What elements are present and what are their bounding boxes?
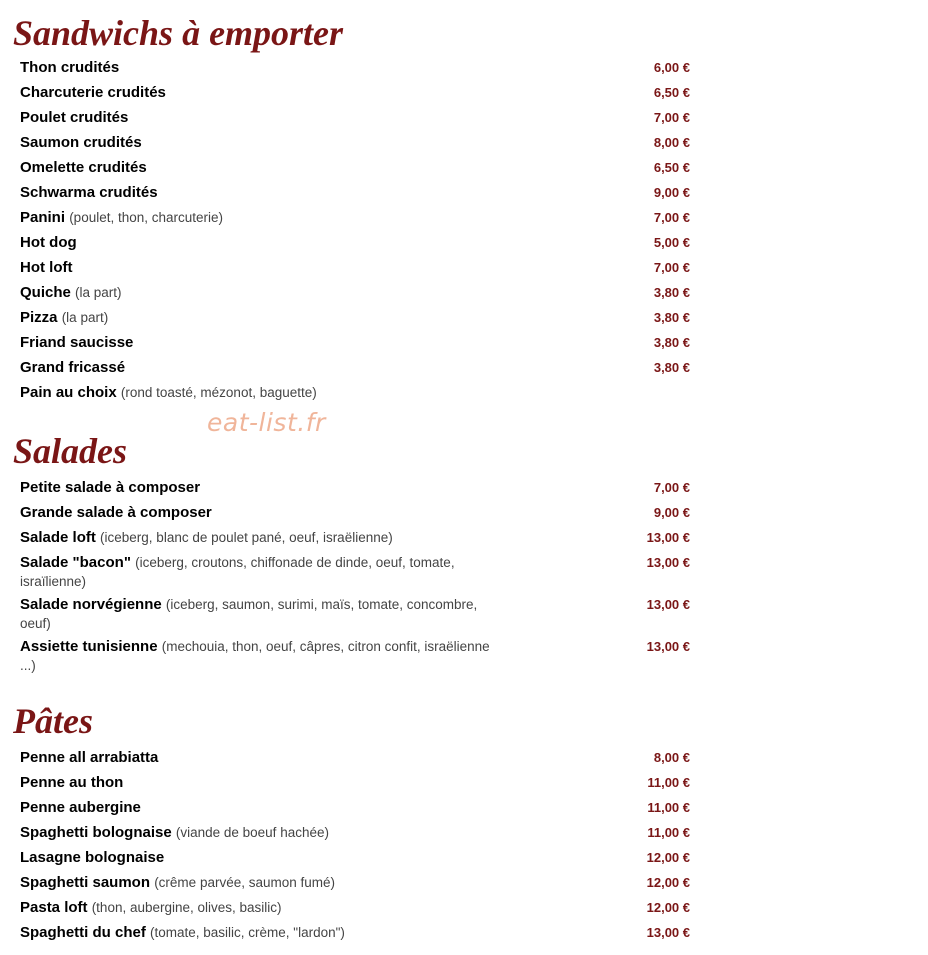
item-name: Penne aubergine (20, 799, 141, 816)
item-name: Salade "bacon" (20, 554, 131, 571)
item-price: 8,00 € (653, 750, 690, 765)
item-price: 11,00 € (647, 800, 690, 815)
item-price: 12,00 € (646, 875, 690, 890)
item-price: 6,50 € (653, 85, 690, 100)
menu-item (20, 923, 690, 948)
menu-item (20, 773, 690, 798)
item-price: 3,80 € (653, 360, 690, 375)
menu-item (20, 83, 690, 108)
menu-item (20, 58, 690, 83)
menu-item (20, 133, 690, 158)
item-name: Assiette tunisienne (20, 638, 158, 655)
menu-item (20, 503, 690, 528)
item-desc: (crême parvée, saumon fumé) (154, 875, 336, 890)
menu-item (20, 233, 690, 258)
menu-item (20, 595, 690, 637)
item-price: 9,00 € (653, 185, 690, 200)
item-price: 12,00 € (646, 900, 690, 915)
menu-item (20, 308, 690, 333)
item-desc: (tomate, basilic, crème, "lardon") (150, 925, 345, 940)
item-price: 13,00 € (646, 555, 690, 570)
item-desc: (iceberg, saumon, surimi, maïs, tomate, concombre, oeuf) (20, 597, 478, 631)
item-name: Quiche (20, 284, 71, 301)
item-price: 7,00 € (653, 260, 690, 275)
section-title: Pâtes (13, 701, 93, 741)
menu-item (20, 478, 690, 503)
item-name: Panini (20, 209, 66, 226)
item-name: Pizza (20, 309, 58, 326)
menu-item (20, 333, 690, 358)
item-price: 9,00 € (653, 505, 690, 520)
watermark: eat-list.fr (207, 408, 326, 437)
item-name: Grand fricassé (20, 359, 126, 376)
item-price: 13,00 € (646, 925, 690, 940)
item-price: 12,00 € (646, 850, 690, 865)
item-name: Hot loft (20, 259, 73, 276)
menu-item (20, 898, 690, 923)
item-price: 3,80 € (653, 310, 690, 325)
item-price: 13,00 € (646, 530, 690, 545)
item-price: 13,00 € (646, 639, 690, 654)
item-name: Schwarma crudités (20, 184, 158, 201)
item-price: 8,00 € (653, 135, 690, 150)
item-list (20, 748, 690, 948)
item-list (20, 58, 690, 408)
item-desc: (la part) (61, 310, 109, 325)
item-desc: (thon, aubergine, olives, basilic) (91, 900, 282, 915)
menu-item (20, 873, 690, 898)
item-name: Hot dog (20, 234, 77, 251)
item-desc: (rond toasté, mézonot, baguette) (120, 385, 317, 400)
item-desc: (iceberg, blanc de poulet pané, oeuf, israëlienne) (100, 530, 393, 545)
item-name: Spaghetti saumon (20, 874, 151, 891)
item-price: 3,80 € (653, 335, 690, 350)
item-name: Thon crudités (20, 59, 120, 76)
item-name: Penne all arrabiatta (20, 749, 159, 766)
section-title: Sandwichs à emporter (13, 13, 344, 53)
item-price: 3,80 € (653, 285, 690, 300)
item-name: Omelette crudités (20, 159, 147, 176)
menu-item (20, 528, 690, 553)
item-desc: (iceberg, croutons, chiffonade de dinde, oeuf, tomate, israïlienne) (20, 555, 455, 589)
item-list (20, 478, 690, 679)
item-price: 5,00 € (653, 235, 690, 250)
menu-item (20, 108, 690, 133)
menu-item (20, 798, 690, 823)
item-desc: (la part) (75, 285, 122, 300)
item-name: Spaghetti du chef (20, 924, 146, 941)
menu-item (20, 848, 690, 873)
item-price: 6,00 € (653, 60, 690, 75)
menu-item (20, 283, 690, 308)
menu-item (20, 637, 690, 679)
menu-item (20, 823, 690, 848)
menu-item (20, 158, 690, 183)
item-name: Poulet crudités (20, 109, 129, 126)
item-price: 6,50 € (653, 160, 690, 175)
menu-item (20, 748, 690, 773)
item-price: 7,00 € (653, 110, 690, 125)
section-title: Salades (13, 431, 128, 471)
menu-item (20, 208, 690, 233)
item-name: Spaghetti bolognaise (20, 824, 172, 841)
menu-item (20, 183, 690, 208)
item-price: 13,00 € (646, 597, 690, 612)
item-name: Pasta loft (20, 899, 88, 916)
item-name: Petite salade à composer (20, 479, 201, 496)
menu-item (20, 383, 690, 408)
item-price: 7,00 € (653, 480, 690, 495)
item-name: Saumon crudités (20, 134, 142, 151)
item-name: Pain au choix (20, 384, 117, 401)
item-desc: (viande de boeuf hachée) (175, 825, 329, 840)
item-price: 7,00 € (653, 210, 690, 225)
item-name: Lasagne bolognaise (20, 849, 165, 866)
item-desc: (poulet, thon, charcuterie) (69, 210, 224, 225)
item-name: Grande salade à composer (20, 504, 212, 521)
item-price: 11,00 € (647, 825, 690, 840)
item-name: Penne au thon (20, 774, 124, 791)
item-name: Friand saucisse (20, 334, 134, 351)
item-desc: (mechouia, thon, oeuf, câpres, citron confit, israëlienne ...) (20, 639, 490, 673)
item-name: Salade loft (20, 529, 96, 546)
menu-item (20, 258, 690, 283)
item-name: Charcuterie crudités (20, 84, 166, 101)
menu-item (20, 553, 690, 595)
menu-item (20, 358, 690, 383)
item-price: 11,00 € (647, 775, 690, 790)
item-name: Salade norvégienne (20, 596, 162, 613)
